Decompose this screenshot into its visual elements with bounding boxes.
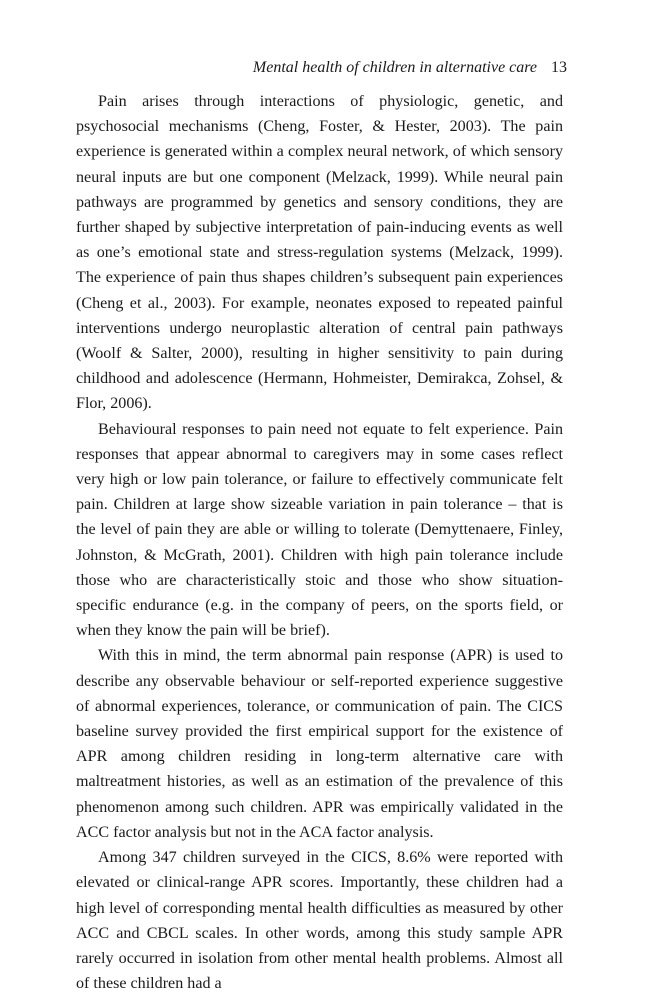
running-header — [253, 58, 567, 78]
body-text — [76, 89, 563, 996]
page-number: 13 — [551, 59, 567, 76]
paragraph-cics-findings: Among 347 children surveyed in the CICS, 8.6% were reported with elevated or clinical-range APR scores. Importantly, these children had a high level of corresponding mental health difficulties as measured by other ACC and CBCL scales. In other words, among this study sample APR rarely occurred in isolation from other mental health problems. Almost all of these children had a — [76, 849, 563, 993]
paragraph-pain-mechanisms: Pain arises through interactions of physiologic, genetic, and psychosocial mechanisms (Cheng, Foster, & Hester, 2003). The pain experience is generated within a complex neural network, of which sensory neural inputs are but one component (Melzack, 1999). While neural pain pathways are programmed by genetics and sensory conditions, they are further shaped by subjective interpretation of pain-inducing events as well as one’s emotional state and stress-regulation systems (Melzack, 1999). The experience of pain thus shapes children’s subsequent pain experiences (Cheng et al., 2003). For example, neonates exposed to repeated painful interventions undergo neuroplastic alteration of central pain pathways (Woolf & Salter, 2000), resulting in higher sensitivity to pain during childhood and adolescence (Hermann, Hohmeister, Demirakca, Zohsel, & Flor, 2006). — [76, 93, 563, 413]
paragraph-behavioural-responses: Behavioural responses to pain need not equate to felt experience. Pain responses that appear abnormal to caregivers may in some cases reflect very high or low pain tolerance, or failure to effectively communicate felt pain. Children at large show sizeable variation in pain tolerance – that is the level of pain they are able or willing to tolerate (Demyttenaere, Finley, Johnston, & McGrath, 2001). Children with high pain tolerance include those who are characteristically stoic and those who show situation-specific endurance (e.g. in the company of peers, on the sports field, or when they know the pain will be brief). — [76, 420, 563, 640]
paragraph-apr-definition: With this in mind, the term abnormal pain response (APR) is used to describe any observable behaviour or self-reported experience suggestive of abnormal experiences, tolerance, or communication of pain. The CICS baseline survey provided the first empirical support for the existence of APR among children residing in long-term alternative care with maltreatment histories, as well as an estimation of the prevalence of this phenomenon among such children. APR was empirically validated in the ACC factor analysis but not in the ACA factor analysis. — [76, 647, 563, 841]
running-title: Mental health of children in alternative care — [252, 59, 537, 76]
